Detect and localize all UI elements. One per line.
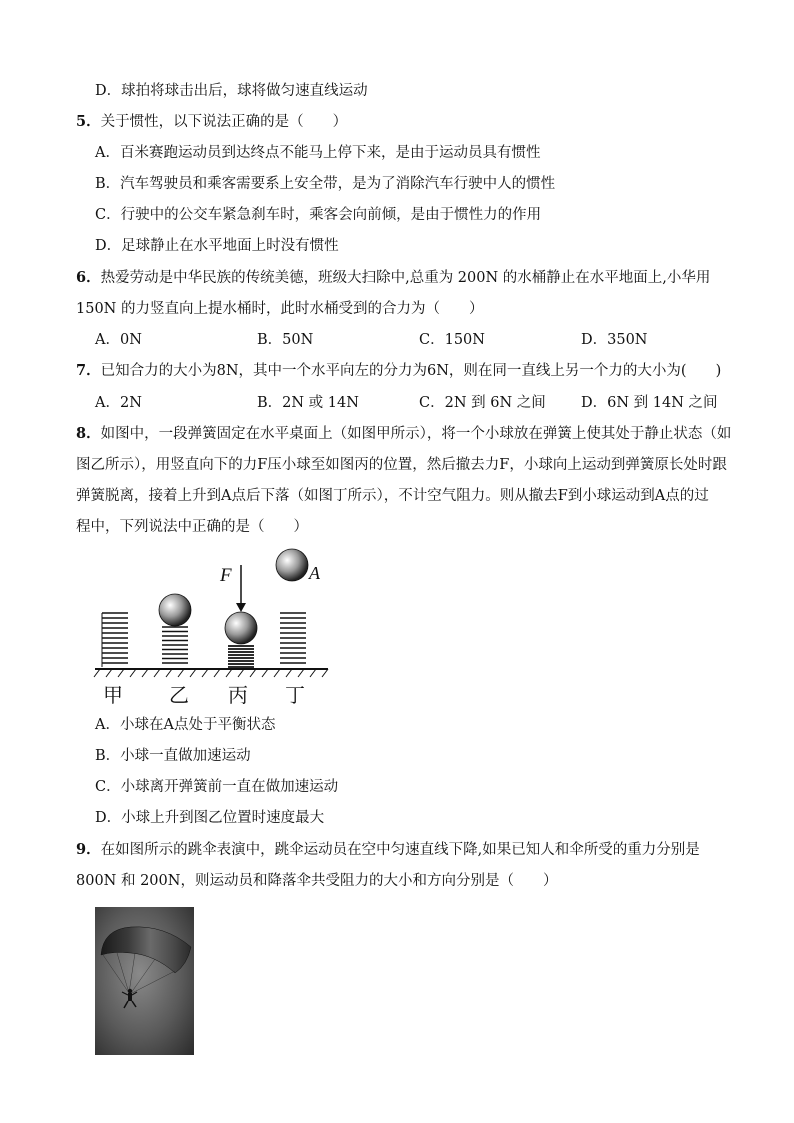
panel-label-jia: 甲 [103,683,123,707]
q7-option-c: C．2N 到 6N 之间 [419,395,546,411]
force-arrow [236,565,246,612]
q8-option-a: A．小球在A点处于平衡状态 [95,717,276,733]
q6-stem-text1: 热爱劳动是中华民族的传统美德，班级大扫除中,总重为 200N 的水桶静止在水平地面上,小华用 [100,270,711,286]
spring-bing [228,646,254,667]
spring-jia [102,613,128,667]
q4-option-d: D．球拍将球击出后，球将做匀速直线运动 [95,83,368,99]
q6-number: 6． [76,269,101,286]
ground-surface [94,669,328,677]
spring-yi [162,627,188,663]
q9-stem-line1 [76,840,700,860]
q6-option-b: B．50N [257,332,314,348]
q8-stem-line1 [76,424,731,444]
q5-stem-text: 关于惯性，以下说法正确的是（ ） [100,114,348,130]
parachute-icon [95,907,194,1055]
q5-option-b: B．汽车驾驶员和乘客需要系上安全带，是为了消除汽车行驶中人的惯性 [95,176,556,192]
spring-ding [280,613,306,663]
q8-stem-line4: 程中，下列说法中正确的是（ ） [76,519,308,535]
q6-option-c: C．150N [419,332,485,348]
q8-number: 8． [76,425,101,442]
q5-option-c: C．行驶中的公交车紧急刹车时，乘客会向前倾，是由于惯性力的作用 [95,207,542,223]
q8-stem-line3: 弹簧脱离，接着上升到A点后下落（如图丁所示），不计空气阻力。则从撤去F到小球运动到A点的过 [76,488,709,504]
point-a-label: A [309,563,320,583]
ball-yi [159,594,191,626]
q8-option-c: C．小球离开弹簧前一直在做加速运动 [95,779,339,795]
q7-stem [76,361,721,381]
q7-stem-text: 已知合力的大小为8N，其中一个水平向左的分力为6N，则在同一直线上另一个力的大小为( ) [100,363,722,379]
ball-bing [225,612,257,644]
panel-label-yi: 乙 [169,683,189,707]
q8-option-b: B．小球一直做加速运动 [95,748,251,764]
q6-option-d: D．350N [581,332,648,348]
spring-ball-figure [90,545,340,710]
q6-stem-line2: 150N 的力竖直向上提水桶时，此时水桶受到的合力为（ ） [76,301,484,317]
q9-stem-line2: 800N 和 200N，则运动员和降落伞共受阻力的大小和方向分别是（ ） [76,873,558,889]
q9-number: 9． [76,841,101,858]
q7-option-b: B．2N 或 14N [257,395,359,411]
q7-option-d: D．6N 到 14N 之间 [581,395,718,411]
q5-number: 5． [76,113,101,130]
parachute-photo [95,907,194,1055]
q6-stem-line1 [76,268,710,288]
ball-ding [276,549,308,581]
q7-number: 7． [76,362,101,379]
panel-label-ding: 丁 [285,683,305,707]
force-label: F [220,565,232,586]
q5-stem [76,112,347,132]
panel-label-bing: 丙 [228,683,248,707]
q8-option-d: D．小球上升到图乙位置时速度最大 [95,810,325,826]
q6-option-a: A．0N [95,332,142,348]
q8-stem-line2: 图乙所示），用竖直向下的力F压小球至如图丙的位置，然后撤去力F，小球向上运动到弹簧原长处时跟 [76,457,727,473]
q7-option-a: A．2N [95,395,142,411]
q8-stem-text1: 如图中，一段弹簧固定在水平桌面上（如图甲所示），将一个小球放在弹簧上使其处于静止状态（如 [100,426,732,442]
q5-option-d: D．足球静止在水平地面上时没有惯性 [95,238,339,254]
q9-stem-text1: 在如图所示的跳伞表演中，跳伞运动员在空中匀速直线下降,如果已知人和伞所受的重力分别是 [100,842,700,858]
q5-option-a: A．百米赛跑运动员到达终点不能马上停下来，是由于运动员具有惯性 [95,145,541,161]
